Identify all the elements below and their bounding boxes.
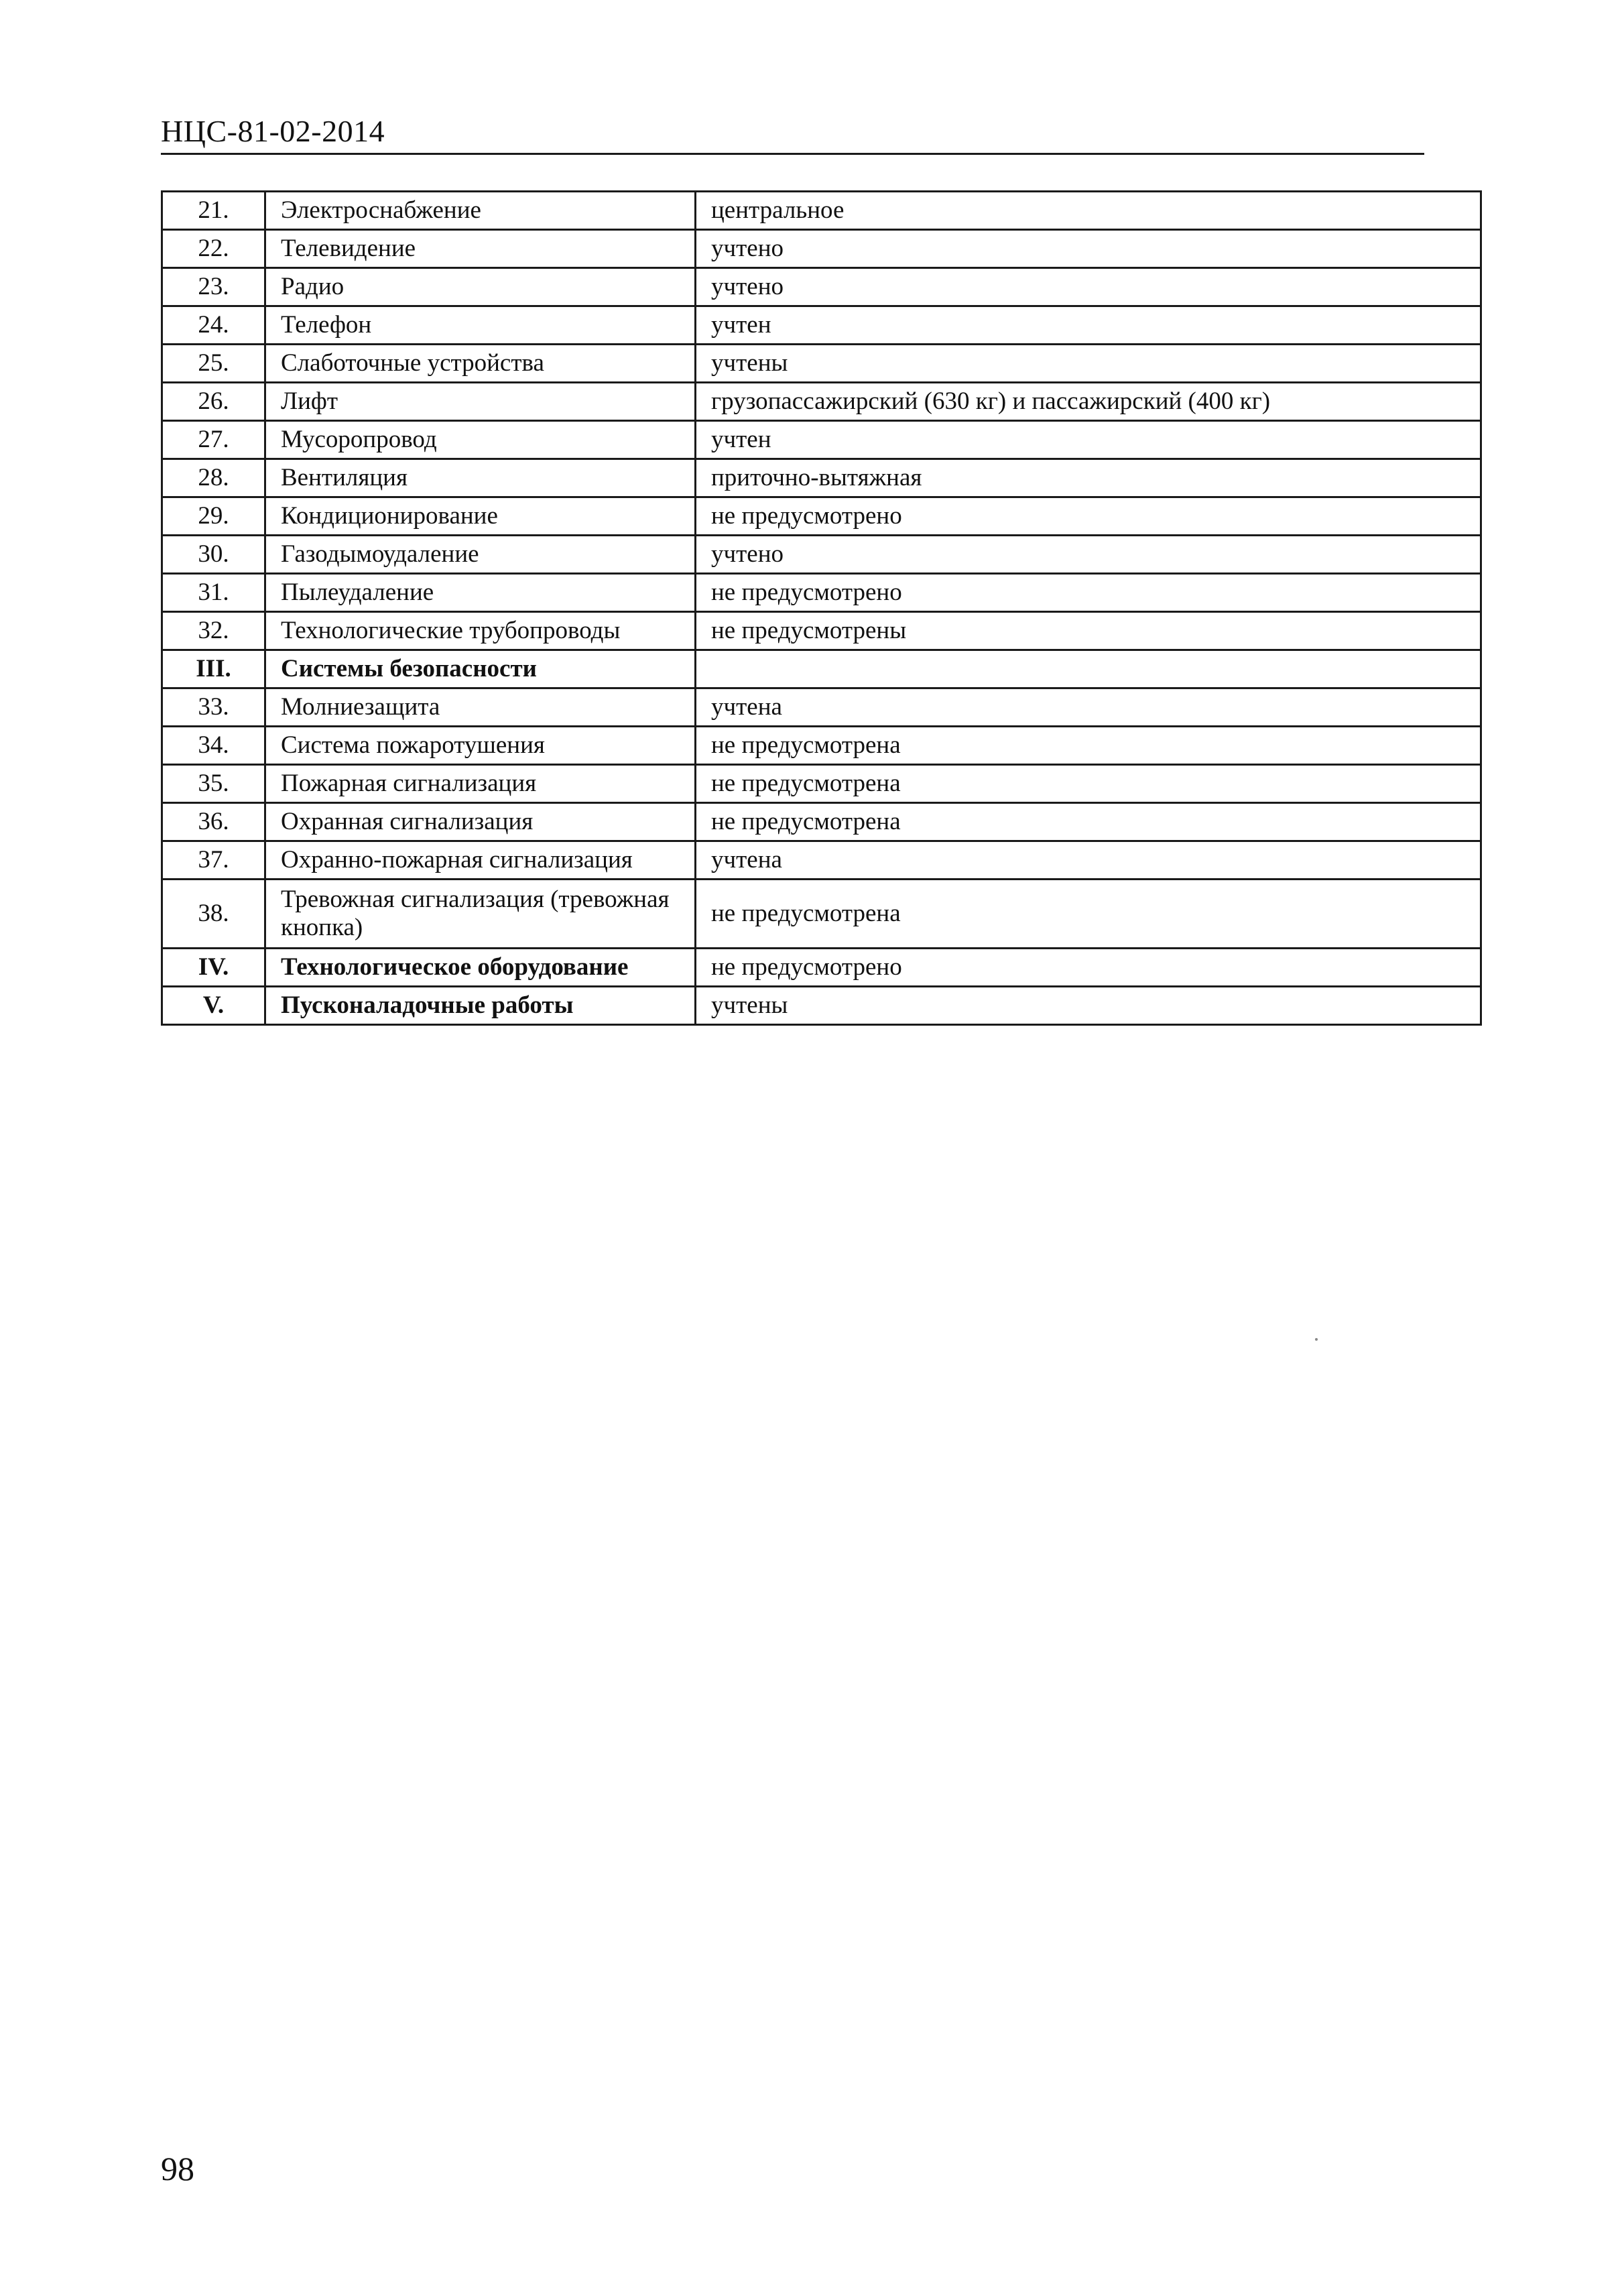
table-row xyxy=(162,880,1481,949)
row-name: Пылеудаление xyxy=(265,574,696,612)
table-row xyxy=(162,688,1481,727)
table-row xyxy=(162,459,1481,497)
row-name: Кондиционирование xyxy=(265,497,696,536)
row-name: Телефон xyxy=(265,306,696,345)
section-row xyxy=(162,650,1481,688)
page-number: 98 xyxy=(161,2150,194,2187)
row-value: учтены xyxy=(696,345,1481,383)
document-code: НЦС-81-02-2014 xyxy=(161,114,385,148)
scan-speck xyxy=(1315,1338,1318,1341)
row-name: Мусоропровод xyxy=(265,421,696,459)
table-row xyxy=(162,306,1481,345)
table-row xyxy=(162,612,1481,650)
row-name: Технологические трубопроводы xyxy=(265,612,696,650)
row-value: центральное xyxy=(696,192,1481,230)
row-number: 38. xyxy=(162,880,265,949)
table-row xyxy=(162,841,1481,880)
row-name: Газодымоудаление xyxy=(265,536,696,574)
row-value: учтена xyxy=(696,841,1481,880)
table-row xyxy=(162,536,1481,574)
row-number: 26. xyxy=(162,383,265,421)
table-row xyxy=(162,765,1481,803)
row-value: не предусмотрено xyxy=(696,574,1481,612)
row-name: Радио xyxy=(265,268,696,306)
row-value: приточно-вытяжная xyxy=(696,459,1481,497)
row-name: Слаботочные устройства xyxy=(265,345,696,383)
row-value: учтено xyxy=(696,536,1481,574)
row-value: учтено xyxy=(696,268,1481,306)
row-value: не предусмотрена xyxy=(696,727,1481,765)
specification-table xyxy=(161,190,1482,1026)
row-name: Вентиляция xyxy=(265,459,696,497)
section-value: учтены xyxy=(696,987,1481,1025)
row-number: 37. xyxy=(162,841,265,880)
row-name: Электроснабжение xyxy=(265,192,696,230)
section-row xyxy=(162,949,1481,987)
row-number: 24. xyxy=(162,306,265,345)
section-number: IV. xyxy=(162,949,265,987)
row-number: 30. xyxy=(162,536,265,574)
row-number: 31. xyxy=(162,574,265,612)
table-row xyxy=(162,497,1481,536)
row-value: не предусмотрена xyxy=(696,765,1481,803)
row-name: Лифт xyxy=(265,383,696,421)
table-row xyxy=(162,268,1481,306)
row-number: 36. xyxy=(162,803,265,841)
row-value: не предусмотрена xyxy=(696,803,1481,841)
section-name: Системы безопасности xyxy=(265,650,696,688)
row-value: учтено xyxy=(696,230,1481,268)
row-value: не предусмотрено xyxy=(696,497,1481,536)
header-rule xyxy=(161,153,1424,155)
row-number: 21. xyxy=(162,192,265,230)
section-row xyxy=(162,987,1481,1025)
row-number: 27. xyxy=(162,421,265,459)
row-value: не предусмотрена xyxy=(696,880,1481,949)
row-number: 32. xyxy=(162,612,265,650)
row-value: учтен xyxy=(696,306,1481,345)
row-number: 34. xyxy=(162,727,265,765)
section-value xyxy=(696,650,1481,688)
row-number: 29. xyxy=(162,497,265,536)
section-name: Технологическое оборудование xyxy=(265,949,696,987)
row-name: Тревожная сигнализация (тревожная кнопка) xyxy=(265,880,696,949)
section-number: III. xyxy=(162,650,265,688)
row-number: 35. xyxy=(162,765,265,803)
row-value: учтен xyxy=(696,421,1481,459)
row-name: Пожарная сигнализация xyxy=(265,765,696,803)
table-row xyxy=(162,727,1481,765)
row-value: грузопассажирский (630 кг) и пассажирский (400 кг) xyxy=(696,383,1481,421)
table-row xyxy=(162,345,1481,383)
row-name: Система пожаротушения xyxy=(265,727,696,765)
row-value: учтена xyxy=(696,688,1481,727)
row-number: 22. xyxy=(162,230,265,268)
section-number: V. xyxy=(162,987,265,1025)
table-row xyxy=(162,230,1481,268)
table-row xyxy=(162,574,1481,612)
row-number: 33. xyxy=(162,688,265,727)
row-name: Охранная сигнализация xyxy=(265,803,696,841)
row-name: Охранно-пожарная сигнализация xyxy=(265,841,696,880)
table-row xyxy=(162,421,1481,459)
table-row xyxy=(162,192,1481,230)
section-name: Пусконаладочные работы xyxy=(265,987,696,1025)
table-row xyxy=(162,803,1481,841)
row-value: не предусмотрены xyxy=(696,612,1481,650)
row-number: 28. xyxy=(162,459,265,497)
row-number: 23. xyxy=(162,268,265,306)
section-value: не предусмотрено xyxy=(696,949,1481,987)
row-name: Молниезащита xyxy=(265,688,696,727)
row-name: Телевидение xyxy=(265,230,696,268)
table-row xyxy=(162,383,1481,421)
row-number: 25. xyxy=(162,345,265,383)
